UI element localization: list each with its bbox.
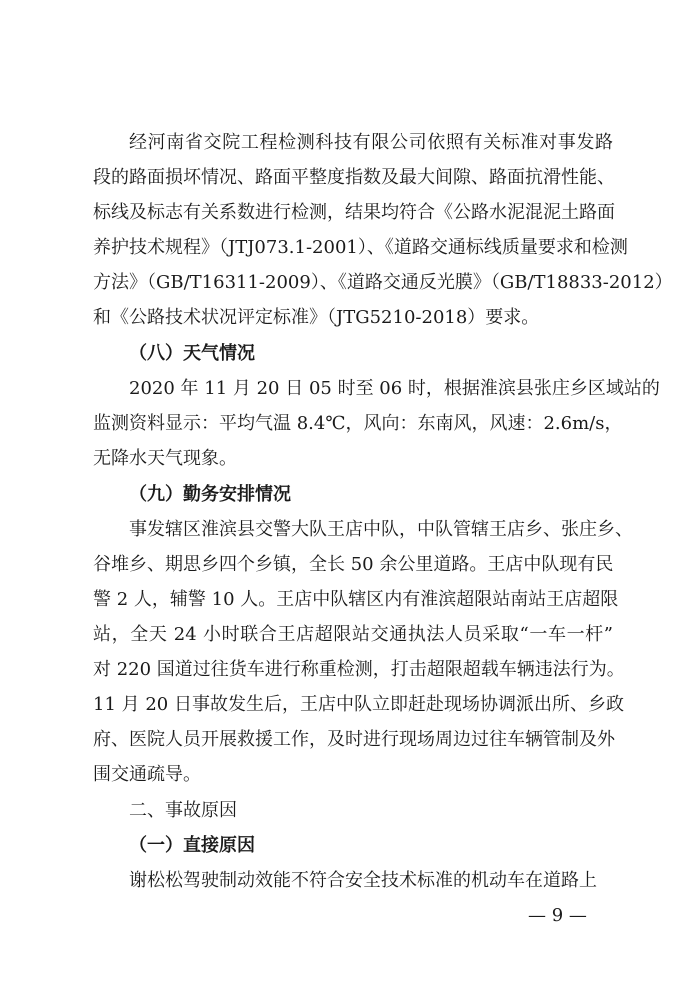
paragraph-line: 段的路面损坏情况、路面平整度指数及最大间隙、路面抗滑性能、: [93, 167, 615, 188]
paragraph-line: 养护技术规程》（JTJ073.1-2001）、《道路交通标线质量要求和检测: [93, 237, 628, 258]
paragraph-line: 无降水天气现象。: [93, 448, 237, 469]
section-heading-duty: （九）勤务安排情况: [129, 484, 291, 505]
paragraph-line: 事发辖区淮滨县交警大队王店中队，中队管辖王店乡、张庄乡、: [129, 519, 633, 540]
paragraph-line: 警 2 人，辅警 10 人。王店中队辖区内有淮滨超限站南站王店超限: [93, 589, 619, 610]
paragraph-line: 谢松松驾驶制动效能不符合安全技术标准的机动车在道路上: [129, 870, 597, 891]
paragraph-line: 对 220 国道过往货车进行称重检测，打击超限超载车辆违法行为。: [93, 659, 625, 680]
paragraph-line: 方法》（GB/T16311-2009）、《道路交通反光膜》（GB/T18833-2012）: [93, 272, 673, 293]
paragraph-line: 11 月 20 日事故发生后，王店中队立即赶赴现场协调派出所、乡政: [93, 694, 624, 715]
paragraph-line: 经河南省交院工程检测科技有限公司依照有关标准对事发路: [129, 132, 613, 153]
paragraph-line: 和《公路技术状况评定标准》（JTG5210-2018）要求。: [93, 307, 540, 328]
paragraph-line: 监测资料显示：平均气温 8.4℃，风向：东南风，风速：2.6m/s，: [93, 413, 623, 434]
paragraph-line: 围交通疏导。: [93, 764, 201, 785]
section-title-accident-cause: 二、事故原因: [129, 800, 237, 821]
paragraph-line: 标线及标志有关系数进行检测，结果均符合《公路水泥混泥土路面: [93, 202, 615, 223]
paragraph-line: 谷堆乡、期思乡四个乡镇，全长 50 余公里道路。王店中队现有民: [93, 554, 614, 575]
paragraph-line: 2020 年 11 月 20 日 05 时至 06 时，根据淮滨县张庄乡区域站的: [129, 378, 660, 399]
paragraph-line: 站，全天 24 小时联合王店超限站交通执法人员采取“一车一杆”: [93, 624, 613, 645]
section-heading-weather: （八）天气情况: [129, 343, 255, 364]
paragraph-line: 府、医院人员开展救援工作，及时进行现场周边过往车辆管制及外: [93, 729, 615, 750]
page-number: — 9 —: [528, 905, 587, 926]
section-heading-direct-cause: （一）直接原因: [129, 835, 255, 856]
